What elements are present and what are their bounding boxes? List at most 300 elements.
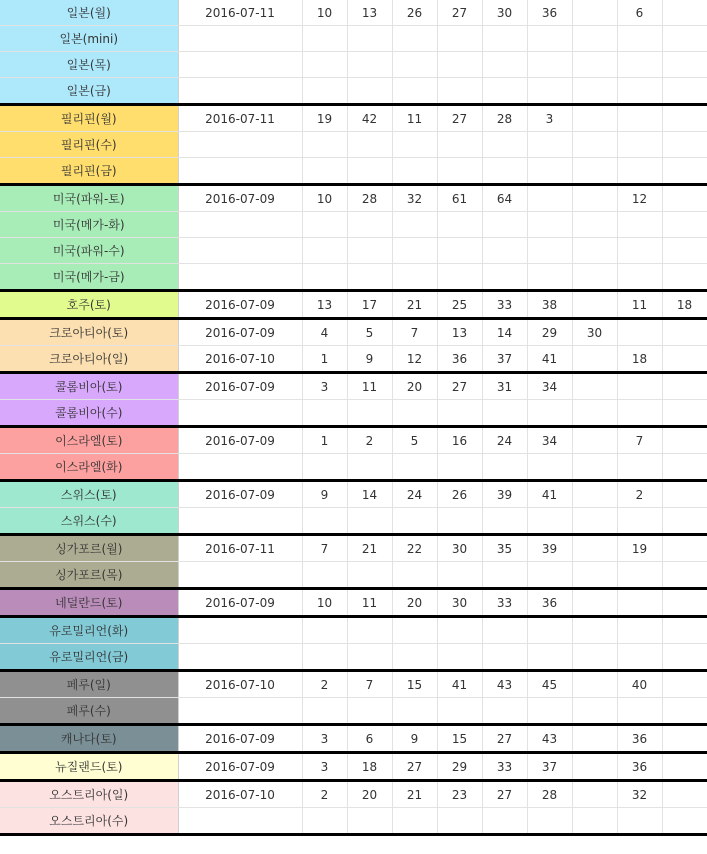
- draw-date-cell: [178, 132, 302, 158]
- number-cell: 36: [617, 725, 662, 753]
- number-cell: 28: [482, 105, 527, 132]
- number-cell: [482, 698, 527, 725]
- number-cell: [617, 319, 662, 346]
- table-row: [0, 78, 707, 105]
- number-cell: [347, 698, 392, 725]
- table-row: [0, 319, 707, 346]
- number-cell: 9: [392, 725, 437, 753]
- table-row: [0, 535, 707, 562]
- lottery-name-cell: 미국(파워-토): [0, 185, 178, 212]
- number-cell: [392, 264, 437, 291]
- number-cell: 27: [437, 0, 482, 26]
- number-cell: 12: [617, 185, 662, 212]
- number-cell: [392, 808, 437, 835]
- lottery-name-cell: 이스라엘(화): [0, 454, 178, 481]
- number-cell: 7: [617, 427, 662, 454]
- number-cell: 45: [527, 671, 572, 698]
- number-cell: 7: [392, 319, 437, 346]
- number-cell: [617, 238, 662, 264]
- lottery-name-cell: 필리핀(수): [0, 132, 178, 158]
- number-cell: 11: [617, 291, 662, 319]
- lottery-name-cell: 이스라엘(토): [0, 427, 178, 454]
- number-cell: [617, 698, 662, 725]
- lottery-name-cell: 크로아티아(일): [0, 346, 178, 373]
- number-cell: 28: [347, 185, 392, 212]
- number-cell: [662, 0, 707, 26]
- number-cell: 14: [347, 481, 392, 508]
- number-cell: [527, 617, 572, 644]
- number-cell: 64: [482, 185, 527, 212]
- number-cell: [572, 400, 617, 427]
- number-cell: [482, 238, 527, 264]
- draw-date-cell: [178, 644, 302, 671]
- number-cell: 4: [302, 319, 347, 346]
- number-cell: [482, 26, 527, 52]
- number-cell: [662, 698, 707, 725]
- number-cell: [482, 644, 527, 671]
- number-cell: [617, 617, 662, 644]
- number-cell: [302, 78, 347, 105]
- table-row: [0, 671, 707, 698]
- draw-date-cell: [178, 52, 302, 78]
- number-cell: 3: [302, 753, 347, 781]
- number-cell: [572, 78, 617, 105]
- number-cell: [572, 481, 617, 508]
- number-cell: [572, 698, 617, 725]
- draw-date-cell: 2016-07-09: [178, 291, 302, 319]
- number-cell: 15: [392, 671, 437, 698]
- number-cell: 32: [617, 781, 662, 808]
- number-cell: [527, 185, 572, 212]
- number-cell: [347, 644, 392, 671]
- number-cell: 7: [347, 671, 392, 698]
- number-cell: [347, 158, 392, 185]
- number-cell: [662, 617, 707, 644]
- number-cell: [437, 454, 482, 481]
- number-cell: 15: [437, 725, 482, 753]
- draw-date-cell: [178, 508, 302, 535]
- number-cell: [617, 808, 662, 835]
- number-cell: [347, 454, 392, 481]
- number-cell: [572, 52, 617, 78]
- number-cell: [527, 26, 572, 52]
- number-cell: 30: [572, 319, 617, 346]
- number-cell: [437, 508, 482, 535]
- table-row: [0, 725, 707, 753]
- number-cell: 6: [347, 725, 392, 753]
- number-cell: [617, 589, 662, 617]
- number-cell: [662, 400, 707, 427]
- number-cell: [572, 589, 617, 617]
- number-cell: [572, 132, 617, 158]
- number-cell: [392, 508, 437, 535]
- lottery-name-cell: 호주(토): [0, 291, 178, 319]
- number-cell: [572, 535, 617, 562]
- number-cell: [617, 26, 662, 52]
- number-cell: [617, 105, 662, 132]
- number-cell: 2: [302, 781, 347, 808]
- number-cell: [482, 52, 527, 78]
- number-cell: [572, 671, 617, 698]
- number-cell: [347, 52, 392, 78]
- number-cell: [527, 212, 572, 238]
- lottery-name-cell: 필리핀(금): [0, 158, 178, 185]
- number-cell: [527, 264, 572, 291]
- number-cell: [572, 238, 617, 264]
- number-cell: [572, 617, 617, 644]
- number-cell: [572, 508, 617, 535]
- number-cell: [527, 508, 572, 535]
- number-cell: [302, 454, 347, 481]
- number-cell: [662, 185, 707, 212]
- number-cell: [392, 238, 437, 264]
- number-cell: 31: [482, 373, 527, 400]
- number-cell: 30: [437, 589, 482, 617]
- lottery-name-cell: 일본(목): [0, 52, 178, 78]
- number-cell: [392, 698, 437, 725]
- number-cell: 42: [347, 105, 392, 132]
- number-cell: 24: [392, 481, 437, 508]
- lottery-name-cell: 뉴질랜드(토): [0, 753, 178, 781]
- number-cell: [392, 78, 437, 105]
- number-cell: [572, 373, 617, 400]
- number-cell: 26: [392, 0, 437, 26]
- draw-date-cell: 2016-07-11: [178, 0, 302, 26]
- number-cell: 37: [527, 753, 572, 781]
- draw-date-cell: [178, 562, 302, 589]
- number-cell: 11: [392, 105, 437, 132]
- number-cell: [437, 644, 482, 671]
- draw-date-cell: 2016-07-09: [178, 589, 302, 617]
- table-row: [0, 427, 707, 454]
- number-cell: [617, 562, 662, 589]
- table-row: [0, 617, 707, 644]
- number-cell: [527, 562, 572, 589]
- number-cell: 18: [617, 346, 662, 373]
- number-cell: [527, 454, 572, 481]
- number-cell: 10: [302, 589, 347, 617]
- number-cell: [662, 26, 707, 52]
- number-cell: [572, 212, 617, 238]
- number-cell: [302, 508, 347, 535]
- number-cell: 18: [662, 291, 707, 319]
- number-cell: [662, 589, 707, 617]
- number-cell: [482, 212, 527, 238]
- number-cell: 41: [437, 671, 482, 698]
- number-cell: [437, 26, 482, 52]
- number-cell: 36: [617, 753, 662, 781]
- number-cell: [572, 725, 617, 753]
- number-cell: [437, 808, 482, 835]
- draw-date-cell: 2016-07-09: [178, 725, 302, 753]
- lottery-name-cell: 스위스(토): [0, 481, 178, 508]
- number-cell: 33: [482, 589, 527, 617]
- number-cell: [662, 132, 707, 158]
- draw-date-cell: [178, 264, 302, 291]
- number-cell: [662, 753, 707, 781]
- number-cell: 34: [527, 427, 572, 454]
- lottery-name-cell: 스위스(수): [0, 508, 178, 535]
- lottery-name-cell: 유로밀리언(화): [0, 617, 178, 644]
- number-cell: [482, 264, 527, 291]
- draw-date-cell: 2016-07-09: [178, 373, 302, 400]
- table-row: [0, 264, 707, 291]
- number-cell: [572, 264, 617, 291]
- number-cell: [617, 644, 662, 671]
- number-cell: [482, 158, 527, 185]
- number-cell: [302, 617, 347, 644]
- number-cell: 13: [347, 0, 392, 26]
- number-cell: [662, 238, 707, 264]
- number-cell: [392, 400, 437, 427]
- number-cell: 32: [392, 185, 437, 212]
- lottery-name-cell: 싱가포르(월): [0, 535, 178, 562]
- number-cell: 2: [347, 427, 392, 454]
- number-cell: [392, 644, 437, 671]
- draw-date-cell: 2016-07-09: [178, 185, 302, 212]
- number-cell: [437, 212, 482, 238]
- number-cell: 40: [617, 671, 662, 698]
- lottery-name-cell: 싱가포르(목): [0, 562, 178, 589]
- number-cell: [482, 508, 527, 535]
- number-cell: 43: [527, 725, 572, 753]
- number-cell: [572, 427, 617, 454]
- number-cell: 1: [302, 346, 347, 373]
- number-cell: [437, 238, 482, 264]
- number-cell: 3: [302, 373, 347, 400]
- number-cell: [302, 808, 347, 835]
- number-cell: [347, 132, 392, 158]
- table-row: [0, 52, 707, 78]
- number-cell: [347, 78, 392, 105]
- table-row: [0, 400, 707, 427]
- number-cell: [617, 212, 662, 238]
- number-cell: 37: [482, 346, 527, 373]
- table-row: [0, 0, 707, 26]
- number-cell: [662, 671, 707, 698]
- number-cell: [527, 644, 572, 671]
- number-cell: [617, 132, 662, 158]
- lottery-name-cell: 미국(메가-화): [0, 212, 178, 238]
- number-cell: [662, 508, 707, 535]
- number-cell: 27: [392, 753, 437, 781]
- number-cell: [527, 52, 572, 78]
- draw-date-cell: 2016-07-09: [178, 753, 302, 781]
- number-cell: 38: [527, 291, 572, 319]
- table-row: [0, 508, 707, 535]
- number-cell: [617, 454, 662, 481]
- number-cell: [572, 753, 617, 781]
- number-cell: [662, 781, 707, 808]
- table-row: [0, 698, 707, 725]
- number-cell: [482, 617, 527, 644]
- number-cell: [527, 698, 572, 725]
- table-row: [0, 26, 707, 52]
- number-cell: 39: [527, 535, 572, 562]
- number-cell: 13: [437, 319, 482, 346]
- draw-date-cell: [178, 212, 302, 238]
- lottery-name-cell: 오스트리아(일): [0, 781, 178, 808]
- number-cell: 21: [392, 291, 437, 319]
- number-cell: 25: [437, 291, 482, 319]
- table-row: [0, 562, 707, 589]
- number-cell: 27: [437, 373, 482, 400]
- number-cell: 41: [527, 346, 572, 373]
- number-cell: [392, 52, 437, 78]
- table-row: [0, 753, 707, 781]
- number-cell: 29: [437, 753, 482, 781]
- number-cell: [392, 617, 437, 644]
- table-row: [0, 781, 707, 808]
- draw-date-cell: 2016-07-10: [178, 781, 302, 808]
- number-cell: [572, 644, 617, 671]
- number-cell: [482, 808, 527, 835]
- number-cell: [527, 132, 572, 158]
- number-cell: 27: [482, 781, 527, 808]
- number-cell: [572, 291, 617, 319]
- number-cell: [617, 373, 662, 400]
- number-cell: 12: [392, 346, 437, 373]
- number-cell: [662, 808, 707, 835]
- number-cell: [572, 0, 617, 26]
- number-cell: [617, 78, 662, 105]
- number-cell: [572, 105, 617, 132]
- table-row: [0, 644, 707, 671]
- number-cell: [572, 562, 617, 589]
- number-cell: 27: [437, 105, 482, 132]
- number-cell: [617, 158, 662, 185]
- number-cell: 10: [302, 185, 347, 212]
- number-cell: [482, 454, 527, 481]
- number-cell: 11: [347, 373, 392, 400]
- number-cell: [302, 238, 347, 264]
- number-cell: [662, 373, 707, 400]
- lottery-name-cell: 미국(파워-수): [0, 238, 178, 264]
- number-cell: 21: [392, 781, 437, 808]
- table-row: [0, 132, 707, 158]
- draw-date-cell: [178, 400, 302, 427]
- lottery-name-cell: 콜롬비아(수): [0, 400, 178, 427]
- number-cell: 20: [392, 589, 437, 617]
- draw-date-cell: 2016-07-11: [178, 535, 302, 562]
- table-row: [0, 373, 707, 400]
- number-cell: 1: [302, 427, 347, 454]
- number-cell: [662, 454, 707, 481]
- table-row: [0, 212, 707, 238]
- number-cell: 14: [482, 319, 527, 346]
- number-cell: [527, 400, 572, 427]
- number-cell: 20: [392, 373, 437, 400]
- number-cell: [302, 698, 347, 725]
- number-cell: [437, 264, 482, 291]
- number-cell: 30: [482, 0, 527, 26]
- number-cell: [527, 78, 572, 105]
- table-row: [0, 346, 707, 373]
- number-cell: [662, 725, 707, 753]
- number-cell: [302, 132, 347, 158]
- number-cell: [572, 158, 617, 185]
- number-cell: 5: [347, 319, 392, 346]
- number-cell: 5: [392, 427, 437, 454]
- number-cell: 33: [482, 753, 527, 781]
- number-cell: [347, 26, 392, 52]
- number-cell: 43: [482, 671, 527, 698]
- number-cell: [347, 617, 392, 644]
- number-cell: 17: [347, 291, 392, 319]
- table-row: [0, 481, 707, 508]
- number-cell: 36: [527, 0, 572, 26]
- number-cell: [482, 78, 527, 105]
- lottery-name-cell: 일본(월): [0, 0, 178, 26]
- number-cell: 11: [347, 589, 392, 617]
- number-cell: 29: [527, 319, 572, 346]
- lottery-name-cell: 캐나다(토): [0, 725, 178, 753]
- table-row: [0, 589, 707, 617]
- number-cell: 2: [302, 671, 347, 698]
- number-cell: [662, 264, 707, 291]
- number-cell: [662, 52, 707, 78]
- number-cell: [617, 400, 662, 427]
- number-cell: 20: [347, 781, 392, 808]
- number-cell: [302, 644, 347, 671]
- number-cell: [347, 238, 392, 264]
- number-cell: [392, 212, 437, 238]
- draw-date-cell: 2016-07-10: [178, 346, 302, 373]
- number-cell: 18: [347, 753, 392, 781]
- number-cell: 28: [527, 781, 572, 808]
- number-cell: [572, 346, 617, 373]
- draw-date-cell: 2016-07-09: [178, 481, 302, 508]
- number-cell: [527, 238, 572, 264]
- number-cell: [392, 454, 437, 481]
- lottery-name-cell: 페루(일): [0, 671, 178, 698]
- number-cell: 3: [302, 725, 347, 753]
- table-row: [0, 238, 707, 264]
- number-cell: [302, 212, 347, 238]
- number-cell: [302, 158, 347, 185]
- lottery-name-cell: 일본(금): [0, 78, 178, 105]
- table-row: [0, 808, 707, 835]
- number-cell: [572, 26, 617, 52]
- number-cell: [347, 808, 392, 835]
- number-cell: [662, 158, 707, 185]
- number-cell: [662, 427, 707, 454]
- draw-date-cell: 2016-07-10: [178, 671, 302, 698]
- number-cell: 33: [482, 291, 527, 319]
- number-cell: 39: [482, 481, 527, 508]
- number-cell: [617, 264, 662, 291]
- number-cell: [662, 562, 707, 589]
- number-cell: 61: [437, 185, 482, 212]
- number-cell: [437, 132, 482, 158]
- lottery-name-cell: 일본(mini): [0, 26, 178, 52]
- number-cell: 23: [437, 781, 482, 808]
- number-cell: [662, 212, 707, 238]
- number-cell: 6: [617, 0, 662, 26]
- lottery-name-cell: 네덜란드(토): [0, 589, 178, 617]
- number-cell: [572, 454, 617, 481]
- lottery-name-cell: 오스트리아(수): [0, 808, 178, 835]
- number-cell: [662, 105, 707, 132]
- number-cell: 9: [302, 481, 347, 508]
- draw-date-cell: [178, 238, 302, 264]
- number-cell: [617, 52, 662, 78]
- number-cell: [482, 400, 527, 427]
- number-cell: [572, 185, 617, 212]
- number-cell: [347, 400, 392, 427]
- number-cell: 27: [482, 725, 527, 753]
- number-cell: [527, 808, 572, 835]
